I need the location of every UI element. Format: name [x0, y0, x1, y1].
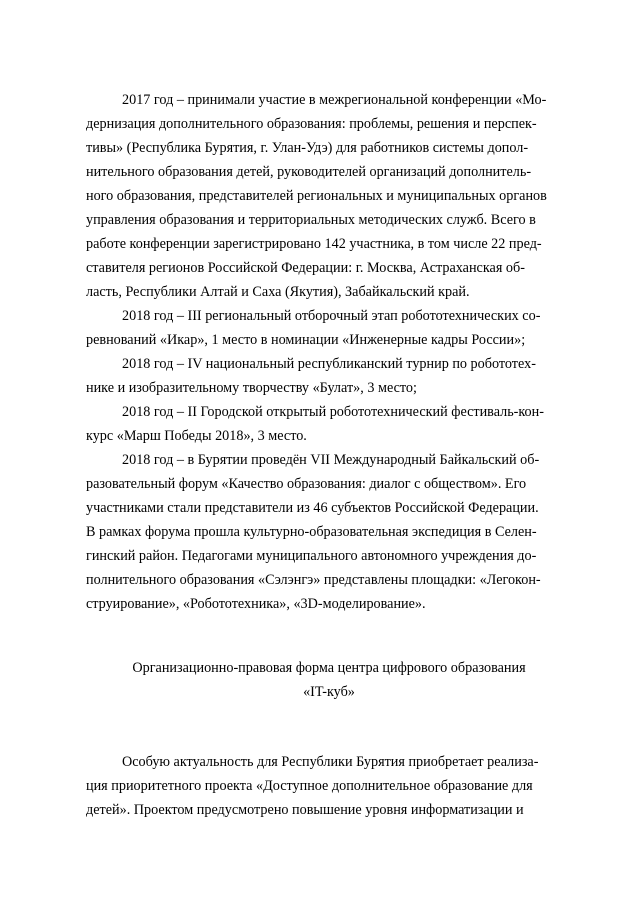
paragraph-2018-bulat: 2018 год – IV национальный республиканский турнир по робототех- нике и изобразительному творчеству «Булат», 3 место; — [86, 356, 536, 396]
paragraph-2017-conference: 2017 год – принимали участие в межрегиональной конференции «Мо- дернизация дополнительного образования: проблемы, решения и перспек- тивы» (Республика Бурятия, г. Улан-Удэ) для работников системы допол- нительного образования детей, руководителей организаций дополнитель- ного образования, представителей региональных и муниципальных органов управления образования и территориальных методических служб. Всего в работе конференции зарегистрировано 142 участника, в том числе 22 пред- ставителя регионов Российской Федерации: г. Москва, Астраханская об- ласть, Республики Алтай и Саха (Якутия), Забайкальский край. — [86, 92, 547, 300]
document-body — [86, 88, 572, 822]
paragraph-2018-baikal-forum: 2018 год – в Бурятии проведён VII Международный Байкальский об- разовательный форум «Качество образования: диалог с обществом». Его участниками стали представители из 46 субъектов Российской Федерации. В рамках форума прошла культурно-образовательная экспедиция в Селен- гинский район. Педагогами муниципального автономного учреждения до- полнительного образования «Сэлэнгэ» представлены площадки: «Легокон- струирование», «Робототехника», «3D-моделирование». — [86, 452, 541, 612]
paragraph-2018-ikar: 2018 год – III региональный отборочный этап робототехнических со- ревнований «Икар», 1 место в номинации «Инженерные кадры России»; — [86, 308, 541, 348]
section-heading: Организационно-правовая форма центра цифрового образования «IT-куб» — [132, 660, 526, 700]
paragraph-2018-march-pobedy: 2018 год – II Городской открытый робототехнический фестиваль-кон- курс «Марш Победы 2018», 3 место. — [86, 404, 544, 444]
paragraph-relevance: Особую актуальность для Республики Бурятия приобретает реализа- ция приоритетного проекта «Доступное дополнительное образование для детей». Проектом предусмотрено повышение уровня информатизации и — [86, 754, 539, 818]
section-heading-block — [86, 656, 572, 704]
